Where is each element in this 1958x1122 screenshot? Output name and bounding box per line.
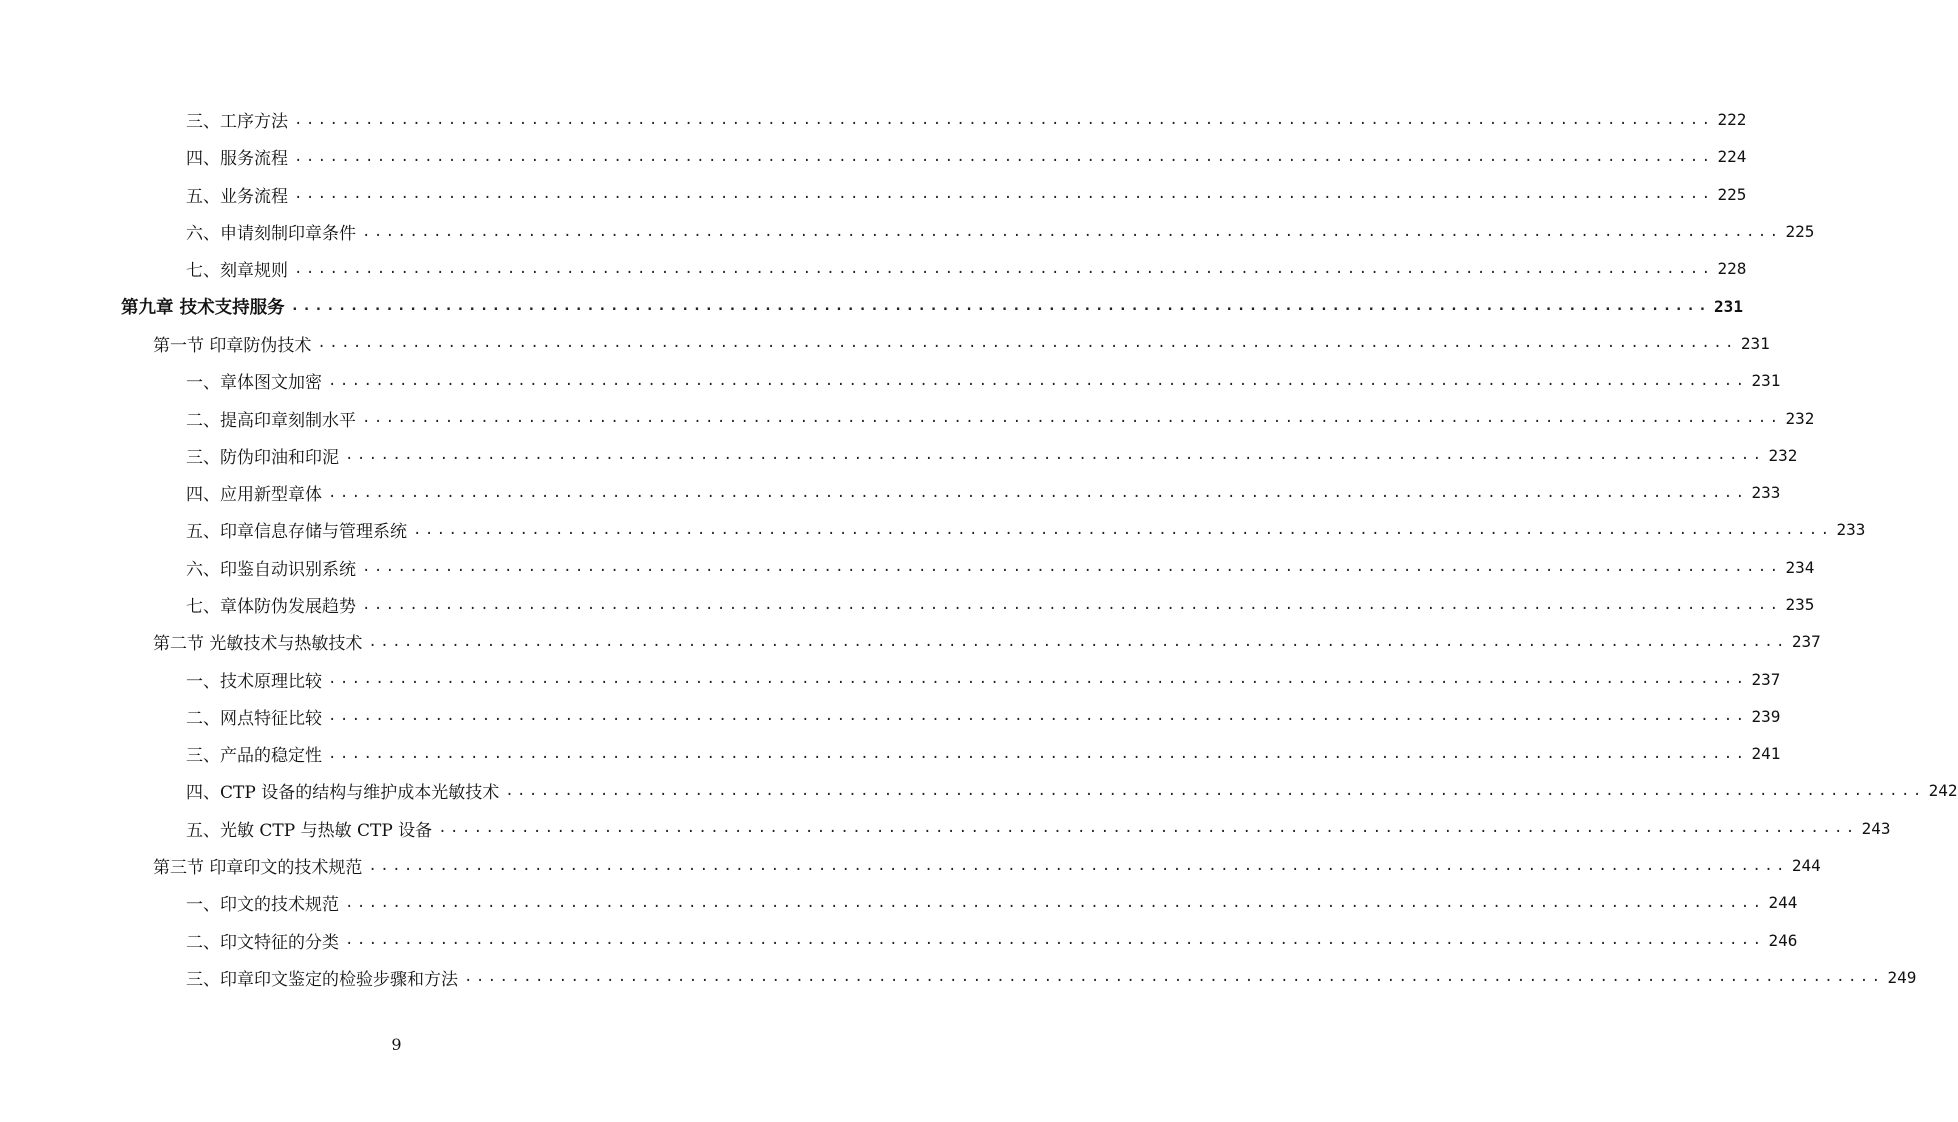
dot-leader: ........................................................................................................................ bbox=[362, 559, 1782, 576]
toc-entry-title: 三、防伪印油和印泥 bbox=[186, 443, 341, 468]
toc-entry-page: 249 bbox=[1887, 967, 1917, 987]
toc-entry-chapter[interactable] bbox=[0, 287, 1743, 324]
toc-entry-page: 235 bbox=[1785, 595, 1815, 614]
dot-leader: ........................................................................................................................ bbox=[294, 186, 1714, 203]
dot-leader: ........................................................................................................................ bbox=[328, 708, 1748, 725]
toc-entry-title: 一、章体图文加密 bbox=[186, 368, 324, 393]
dot-leader: ........................................................................................................................ bbox=[294, 111, 1714, 128]
toc-entry-page: 232 bbox=[1768, 445, 1798, 465]
toc-entry-page: 237 bbox=[1751, 669, 1781, 689]
dot-leader: ........................................................................................................................ bbox=[294, 148, 1714, 165]
toc-entry-item[interactable] bbox=[0, 399, 1815, 436]
dot-leader: ........................................................................................................................ bbox=[345, 447, 1765, 464]
toc-entry-item[interactable] bbox=[0, 437, 1798, 474]
toc-entry-item[interactable] bbox=[0, 101, 1747, 138]
toc-entry-page: 239 bbox=[1751, 706, 1781, 726]
toc-entry-item[interactable] bbox=[0, 250, 1747, 287]
dot-leader: ........................................................................................................................ bbox=[345, 894, 1765, 911]
toc-entry-title: 一、技术原理比较 bbox=[186, 667, 324, 692]
dot-leader: ........................................................................................................................ bbox=[328, 745, 1748, 762]
toc-entry-title: 第一节 印章防伪技术 bbox=[153, 331, 313, 356]
toc-entry-item[interactable] bbox=[0, 959, 1917, 996]
page-number: 9 bbox=[391, 1035, 402, 1054]
toc-entry-page: 233 bbox=[1836, 520, 1866, 540]
toc-entry-title: 四、CTP 设备的结构与维护成本光敏技术 bbox=[186, 778, 501, 803]
toc-entry-title: 七、章体防伪发展趋势 bbox=[186, 592, 358, 617]
toc-entry-page: 225 bbox=[1717, 184, 1747, 204]
toc-entry-title: 第九章 技术支持服务 bbox=[121, 294, 287, 319]
toc-entry-page: 231 bbox=[1714, 296, 1743, 316]
toc-entry-title: 五、业务流程 bbox=[186, 182, 290, 207]
toc-entry-item[interactable] bbox=[0, 511, 1866, 548]
dot-leader: ........................................................................................................................ bbox=[368, 857, 1788, 874]
toc-entry-title: 三、产品的稳定性 bbox=[186, 741, 324, 766]
toc-entry-page: 228 bbox=[1717, 259, 1747, 279]
toc-entry-item[interactable] bbox=[0, 698, 1781, 735]
toc-entry-title: 三、工序方法 bbox=[186, 107, 290, 132]
toc-entry-section[interactable] bbox=[0, 847, 1821, 884]
toc-entry-item[interactable] bbox=[0, 884, 1798, 921]
toc-entry-page: 244 bbox=[1768, 893, 1798, 913]
dot-leader: ........................................................................................................................ bbox=[290, 298, 1711, 315]
toc-entry-title: 五、印章信息存储与管理系统 bbox=[186, 517, 409, 542]
toc-entry-page: 244 bbox=[1791, 856, 1821, 876]
dot-leader: ........................................................................................................................ bbox=[505, 782, 1925, 799]
toc-entry-title: 二、印文特征的分类 bbox=[186, 928, 341, 953]
toc-entry-item[interactable] bbox=[0, 810, 1891, 847]
toc-entry-page: 234 bbox=[1785, 557, 1815, 577]
toc-entry-title: 三、印章印文鉴定的检验步骤和方法 bbox=[186, 965, 460, 990]
toc-entry-page: 225 bbox=[1785, 222, 1815, 242]
toc-entry-item[interactable] bbox=[0, 213, 1815, 250]
dot-leader: ........................................................................................................................ bbox=[362, 410, 1782, 427]
toc-entry-title: 六、印鉴自动识别系统 bbox=[186, 555, 358, 580]
dot-leader: ........................................................................................................................ bbox=[328, 372, 1748, 389]
toc-entry-page: 222 bbox=[1717, 110, 1747, 130]
toc-entry-item[interactable] bbox=[0, 176, 1747, 213]
toc-entry-page: 241 bbox=[1751, 744, 1781, 764]
toc-entry-page: 231 bbox=[1740, 333, 1770, 353]
toc-entry-item[interactable] bbox=[0, 474, 1781, 511]
toc-entry-page: 233 bbox=[1751, 483, 1781, 503]
dot-leader: ........................................................................................................................ bbox=[368, 633, 1788, 650]
toc-entry-title: 第二节 光敏技术与热敏技术 bbox=[153, 629, 364, 654]
dot-leader: ........................................................................................................................ bbox=[328, 671, 1748, 688]
toc-entry-page: 243 bbox=[1861, 818, 1891, 838]
toc-entry-page: 232 bbox=[1785, 408, 1815, 428]
dot-leader: ........................................................................................................................ bbox=[413, 521, 1833, 538]
toc-entry-item[interactable] bbox=[0, 362, 1781, 399]
dot-leader: ........................................................................................................................ bbox=[294, 260, 1714, 277]
toc-entry-item[interactable] bbox=[0, 138, 1747, 175]
toc-entry-title: 四、服务流程 bbox=[186, 144, 290, 169]
toc-entry-page: 224 bbox=[1717, 147, 1747, 167]
dot-leader: ........................................................................................................................ bbox=[328, 484, 1748, 501]
table-of-contents bbox=[0, 101, 1958, 996]
dot-leader: ........................................................................................................................ bbox=[317, 335, 1737, 352]
toc-entry-item[interactable] bbox=[0, 660, 1781, 697]
toc-entry-item[interactable] bbox=[0, 586, 1815, 623]
toc-entry-title: 一、印文的技术规范 bbox=[186, 890, 341, 915]
toc-entry-page: 242 bbox=[1928, 781, 1958, 801]
toc-entry-title: 第三节 印章印文的技术规范 bbox=[153, 853, 364, 878]
toc-entry-title: 六、申请刻制印章条件 bbox=[186, 219, 358, 244]
dot-leader: ........................................................................................................................ bbox=[362, 596, 1782, 613]
toc-entry-section[interactable] bbox=[0, 623, 1821, 660]
dot-leader: ........................................................................................................................ bbox=[438, 820, 1858, 837]
dot-leader: ........................................................................................................................ bbox=[464, 969, 1884, 986]
toc-entry-item[interactable] bbox=[0, 549, 1815, 586]
toc-entry-page: 246 bbox=[1768, 930, 1798, 950]
toc-entry-title: 二、网点特征比较 bbox=[186, 704, 324, 729]
toc-entry-title: 七、刻章规则 bbox=[186, 256, 290, 281]
toc-entry-title: 四、应用新型章体 bbox=[186, 480, 324, 505]
toc-entry-item[interactable] bbox=[0, 772, 1958, 809]
toc-entry-item[interactable] bbox=[0, 922, 1798, 959]
toc-entry-page: 237 bbox=[1791, 632, 1821, 652]
toc-entry-title: 五、光敏 CTP 与热敏 CTP 设备 bbox=[186, 816, 434, 841]
toc-entry-item[interactable] bbox=[0, 735, 1781, 772]
toc-entry-title: 二、提高印章刻制水平 bbox=[186, 406, 358, 431]
dot-leader: ........................................................................................................................ bbox=[345, 932, 1765, 949]
toc-entry-section[interactable] bbox=[0, 325, 1770, 362]
dot-leader: ........................................................................................................................ bbox=[362, 223, 1782, 240]
toc-entry-page: 231 bbox=[1751, 371, 1781, 391]
